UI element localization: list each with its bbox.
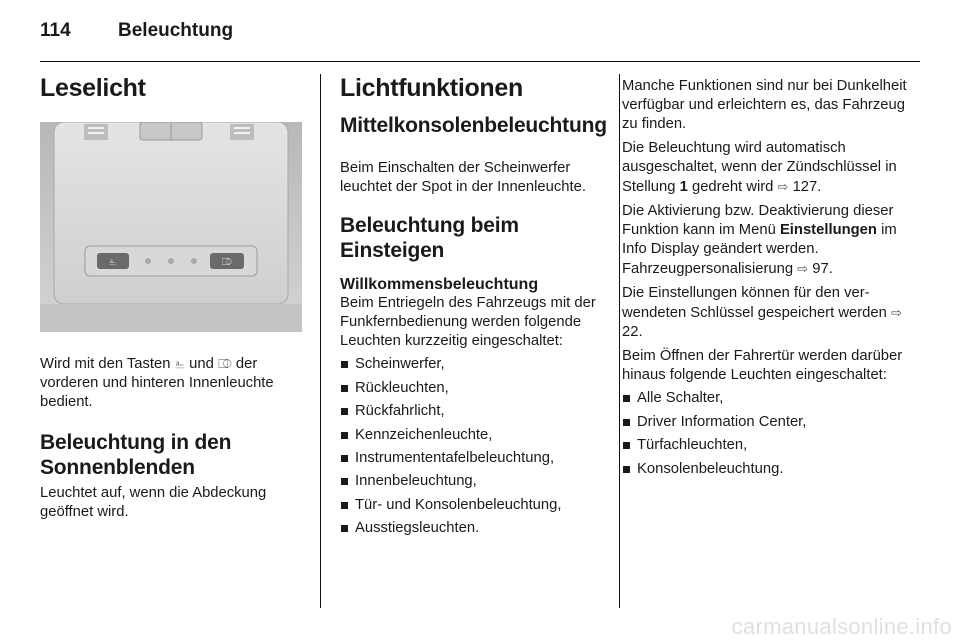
- list-item: Rückleuchten,: [340, 379, 608, 398]
- section-title-sonnenblenden: Beleuchtung in den Sonnenblenden: [40, 431, 232, 479]
- list-item: Rückfahrlicht,: [340, 402, 608, 421]
- page-header: [40, 14, 920, 54]
- page-title: Beleuchtung: [118, 20, 234, 41]
- watermark: carmanualsonline.info: [731, 614, 952, 639]
- list-item: Türfachleuchten,: [622, 436, 912, 455]
- sonnenblenden-text: Leuchtet auf, wenn die Abdeckung geöffnet wird.: [40, 485, 267, 520]
- mittelkonsole-text: Beim Einschalten der Scheinwerfer leuchtet der Spot in der Innenleuchte.: [340, 160, 586, 195]
- page-number: 114: [40, 20, 71, 41]
- willkommen-text: Beim Entriegeln des Fahrzeugs mit der Funkfernbedienung werden folgende Leuchten kurzzeitig eingeschaltet:: [340, 295, 596, 349]
- list-item: Driver Information Center,: [622, 413, 912, 432]
- column-left: [40, 72, 302, 522]
- column-right: [622, 72, 912, 479]
- paragraph-fahrertuer: Beim Öffnen der Fahrertür werden darüber hinaus folgende Leuchten eingeschaltet:: [622, 348, 903, 383]
- svg-text:⎁: ⎁: [109, 257, 117, 268]
- list-item: Innenbeleuchtung,: [340, 472, 608, 491]
- page-reference-link[interactable]: 22: [622, 324, 639, 340]
- list-item: Scheinwerfer,: [340, 355, 608, 374]
- subsection-title-einsteigen: Beleuchtung beim Einsteigen: [340, 214, 519, 262]
- svg-text:⎄: ⎄: [221, 257, 233, 268]
- column-middle: [340, 72, 608, 538]
- page-reference-icon: ⇨: [797, 261, 809, 276]
- leselicht-description: Wird mit den Tasten ⎁ und ⎄ der vorderen und hinteren Innenleuchte bedient.: [40, 356, 274, 410]
- interior-light-photo: [40, 122, 302, 332]
- fahrertuer-light-list: [622, 389, 912, 478]
- paragraph-dunkelheit: Manche Funktionen sind nur bei Dunkelheit verfügbar und erleichtern es, das Fahrzeug zu finden.: [622, 78, 907, 132]
- page-reference-link[interactable]: 97: [812, 261, 829, 277]
- subsection-title-mittelkonsole: Mittelkonsolenbeleuchtung: [340, 114, 607, 137]
- list-item: Ausstiegsleuchten.: [340, 519, 608, 538]
- list-item: Instrumententafelbeleuchtung,: [340, 449, 608, 468]
- paragraph-menu: Die Aktivierung bzw. Deaktivierung dieser Funktion kann im Menü Einstellungen im Info Display geändert werden. Fahrzeugpersonalisierung ⇨ 97.: [622, 203, 897, 277]
- header-divider: [40, 61, 920, 62]
- list-item: Konsolenbeleuchtung.: [622, 460, 912, 479]
- page-reference-icon: ⇨: [891, 305, 902, 320]
- paragraph-auto-off: Die Beleuchtung wird automatisch ausgeschaltet, wenn der Zündschlüssel in Stellung 1 gedreht wird ⇨ 127.: [622, 140, 897, 195]
- rear-light-button-icon: ⎄: [217, 356, 232, 371]
- willkommen-light-list: [340, 355, 608, 538]
- section-title-leselicht: Leselicht: [40, 74, 146, 102]
- page-reference-icon: ⇨: [777, 179, 789, 194]
- column-divider-1: [320, 74, 321, 608]
- front-light-button-icon: ⎁: [174, 356, 186, 371]
- subsection-title-willkommen: Willkommensbeleuchtung: [340, 276, 539, 293]
- section-title-lichtfunktionen: Lichtfunktionen: [340, 74, 523, 102]
- list-item: Alle Schalter,: [622, 389, 912, 408]
- column-divider-2: [619, 74, 620, 608]
- paragraph-key-memory: Die Einstellungen können für den verwendeten Schlüssel gespeichert werden ⇨ 22.: [622, 285, 902, 340]
- page-reference-link[interactable]: 127: [792, 179, 818, 195]
- list-item: Tür- und Konsolenbeleuchtung,: [340, 496, 608, 515]
- list-item: Kennzeichenleuchte,: [340, 426, 608, 445]
